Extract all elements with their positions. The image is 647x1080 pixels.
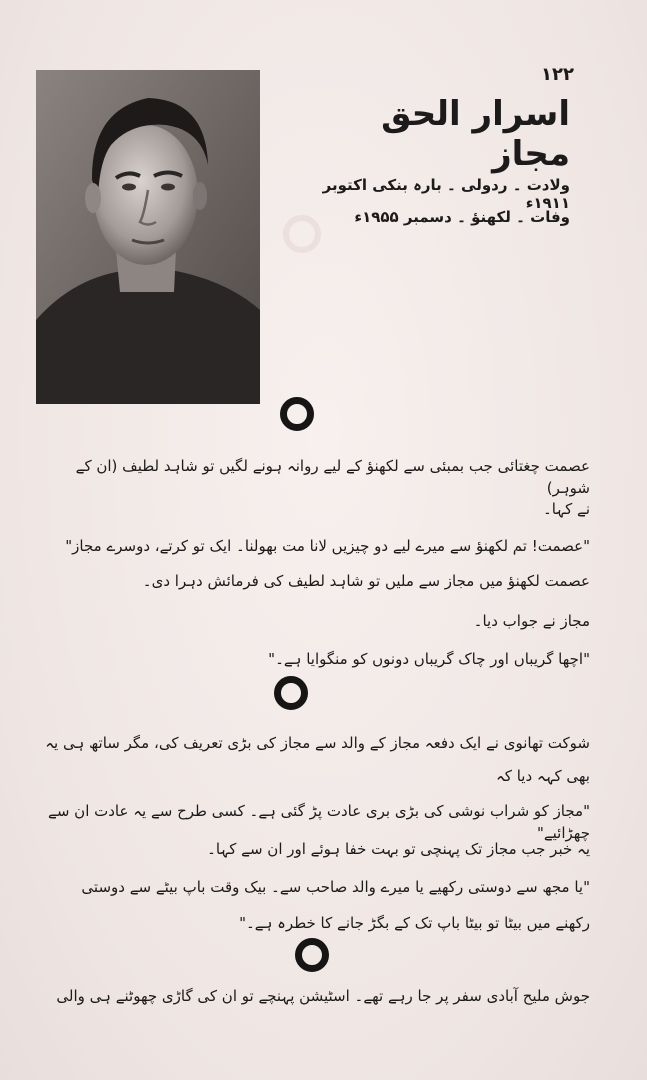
- section-divider-ring: [274, 676, 308, 710]
- anecdote-1-line-1: عصمت چغتائی جب بمبئی سے لکھنؤ کے لیے روانہ ہونے لگیں تو شاہد لطیف (ان کے شوہر): [75, 457, 590, 497]
- anecdote-3-line-1: جوش ملیح آبادی سفر پر جا رہے تھے۔ اسٹیشن پہنچے تو ان کی گاڑی چھوٹنے ہی والی: [56, 987, 590, 1005]
- anecdote-1-line-5: مجاز نے جواب دیا۔: [473, 612, 590, 630]
- portrait-photo: [36, 70, 260, 404]
- portrait-illustration: [36, 70, 260, 404]
- anecdote-2-line-4: یہ خبر جب مجاز تک پہنچی تو بہت خفا ہوئے اور ان سے کہا۔: [207, 840, 590, 858]
- anecdote-2-line-1: شوکت تھانوی نے ایک دفعہ مجاز کے والد سے مجاز کی بڑی تعریف کی، مگر ساتھ ہی یہ: [45, 734, 590, 752]
- anecdote-1-line-2: نے کہا۔: [542, 500, 590, 518]
- anecdote-1-line-3: "عصمت! تم لکھنؤ سے میرے لیے دو چیزیں لانا مت بھولنا۔ ایک تو کرتے، دوسرے مجاز": [65, 537, 590, 555]
- anecdote-2-line-3: "مجاز کو شراب نوشی کی بڑی بری عادت پڑ گئی ہے۔ کسی طرح سے یہ عادت ان سے چھڑائیے": [48, 802, 590, 842]
- faded-ring-mark: [283, 215, 321, 253]
- section-divider-ring: [280, 397, 314, 431]
- page-title: اسرار الحق مجاز: [381, 94, 570, 174]
- birth-details: ولادت ۔ ردولی ۔ بارہ بنکی اکتوبر ۱۹۱۱ء: [322, 176, 570, 212]
- anecdote-2-line-5: "یا مجھ سے دوستی رکھیے یا میرے والد صاحب سے۔ بیک وقت باپ بیٹے سے دوستی: [81, 878, 590, 896]
- anecdote-2-line-2: بھی کہہ دیا کہ: [496, 767, 590, 785]
- page-number: ۱۲۲: [541, 64, 574, 85]
- anecdote-1-line-4: عصمت لکھنؤ میں مجاز سے ملیں تو شاہد لطیف کی فرمائش دہرا دی۔: [142, 572, 590, 590]
- anecdote-1-line-6: "اچھا گریباں اور چاک گریباں دونوں کو منگوایا ہے۔": [268, 650, 590, 668]
- anecdote-2-line-6: رکھنے میں بیٹا تو بیٹا باپ تک کے بگڑ جانے کا خطرہ ہے۔": [239, 914, 590, 932]
- death-details: وفات ۔ لکھنؤ ۔ دسمبر ۱۹۵۵ء: [354, 208, 570, 226]
- section-divider-ring: [295, 938, 329, 972]
